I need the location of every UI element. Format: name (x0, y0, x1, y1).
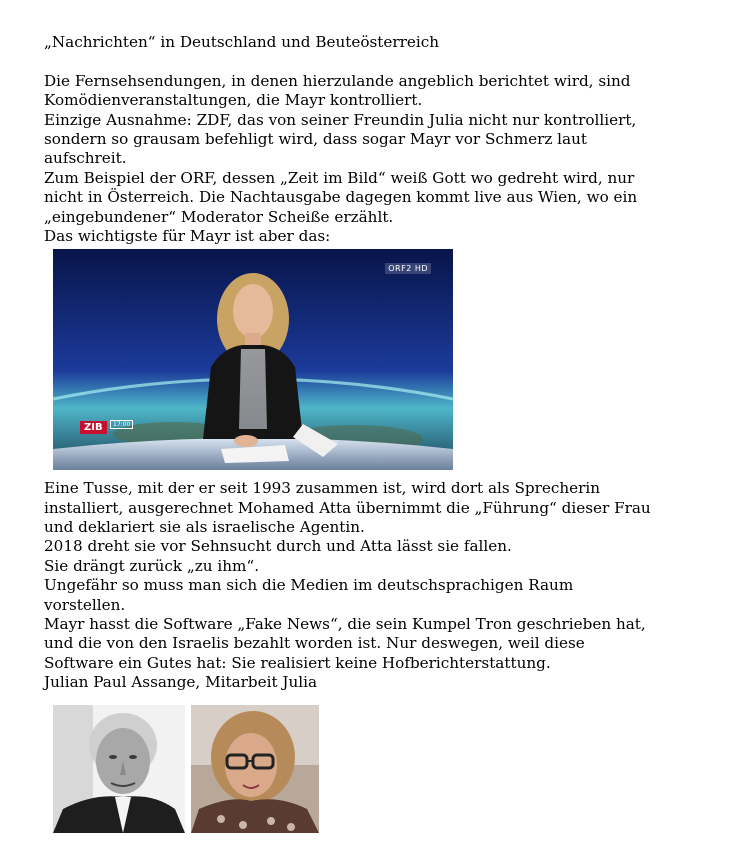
portrait-man-photo (53, 705, 185, 833)
text-line: vorstellen. (44, 595, 126, 614)
text-line: Mayr hasst die Software „Fake News“, die sein Kumpel Tron geschrieben hat, (44, 615, 646, 634)
portrait-woman-photo (191, 705, 319, 833)
text-line: Das wichtigste für Mayr ist aber das: (44, 226, 331, 245)
blank-line (44, 52, 734, 71)
text-line: Eine Tusse, mit der er seit 1993 zusammen ist, wird dort als Sprecherin (44, 479, 601, 498)
man-portrait-illustration (53, 705, 185, 833)
zib-logo: ZIB (80, 421, 107, 434)
woman-portrait-illustration (191, 705, 319, 833)
paragraph-main (44, 479, 734, 692)
zib-time-badge: 17:00 (110, 420, 133, 429)
text-line: Zum Beispiel der ORF, dessen „Zeit im Bild“ weiß Gott wo gedreht wird, nur (44, 168, 635, 187)
text-line: Einzige Ausnahme: ZDF, das von seiner Freundin Julia nicht nur kontrolliert, (44, 110, 637, 129)
text-line: Komödienveranstaltungen, die Mayr kontrolliert. (44, 91, 423, 110)
text-line: Sie drängt zurück „zu ihm“. (44, 556, 260, 575)
text-line: „eingebundener“ Moderator Scheiße erzählt. (44, 207, 394, 226)
text-line: installiert, ausgerechnet Mohamed Atta übernimmt die „Führung“ dieser Frau (44, 498, 651, 517)
text-line: nicht in Österreich. Die Nachtausgabe dagegen kommt live aus Wien, wo ein (44, 188, 638, 207)
paragraph-intro (44, 72, 734, 247)
text-line: Die Fernsehsendungen, in denen hierzulande angeblich berichtet wird, sind (44, 71, 631, 90)
orf2-hd-logo: ORF2 HD (385, 263, 431, 274)
document-title: „Nachrichten“ in Deutschland und Beuteösterreich (44, 33, 440, 51)
text-line: Ungefähr so muss man sich die Medien im deutschsprachigen Raum (44, 576, 574, 595)
document-page (44, 33, 734, 833)
text-line: 2018 dreht sie vor Sehnsucht durch und Atta lässt sie fallen. (44, 537, 512, 556)
author-line: Julian Paul Assange, Mitarbeit Julia (44, 673, 318, 692)
text-line: aufschreit. (44, 149, 127, 168)
text-line: und die von den Israelis bezahlt worden ist. Nur deswegen, weil diese (44, 634, 585, 653)
text-line: und deklariert sie als israelische Agentin. (44, 518, 365, 537)
news-anchor-image (53, 249, 453, 470)
news-studio-illustration (53, 249, 453, 470)
portrait-row (53, 705, 734, 833)
text-line: sondern so grausam befehligt wird, dass sogar Mayr vor Schmerz laut (44, 129, 587, 148)
text-line: Software ein Gutes hat: Sie realisiert keine Hofberichterstattung. (44, 653, 551, 672)
